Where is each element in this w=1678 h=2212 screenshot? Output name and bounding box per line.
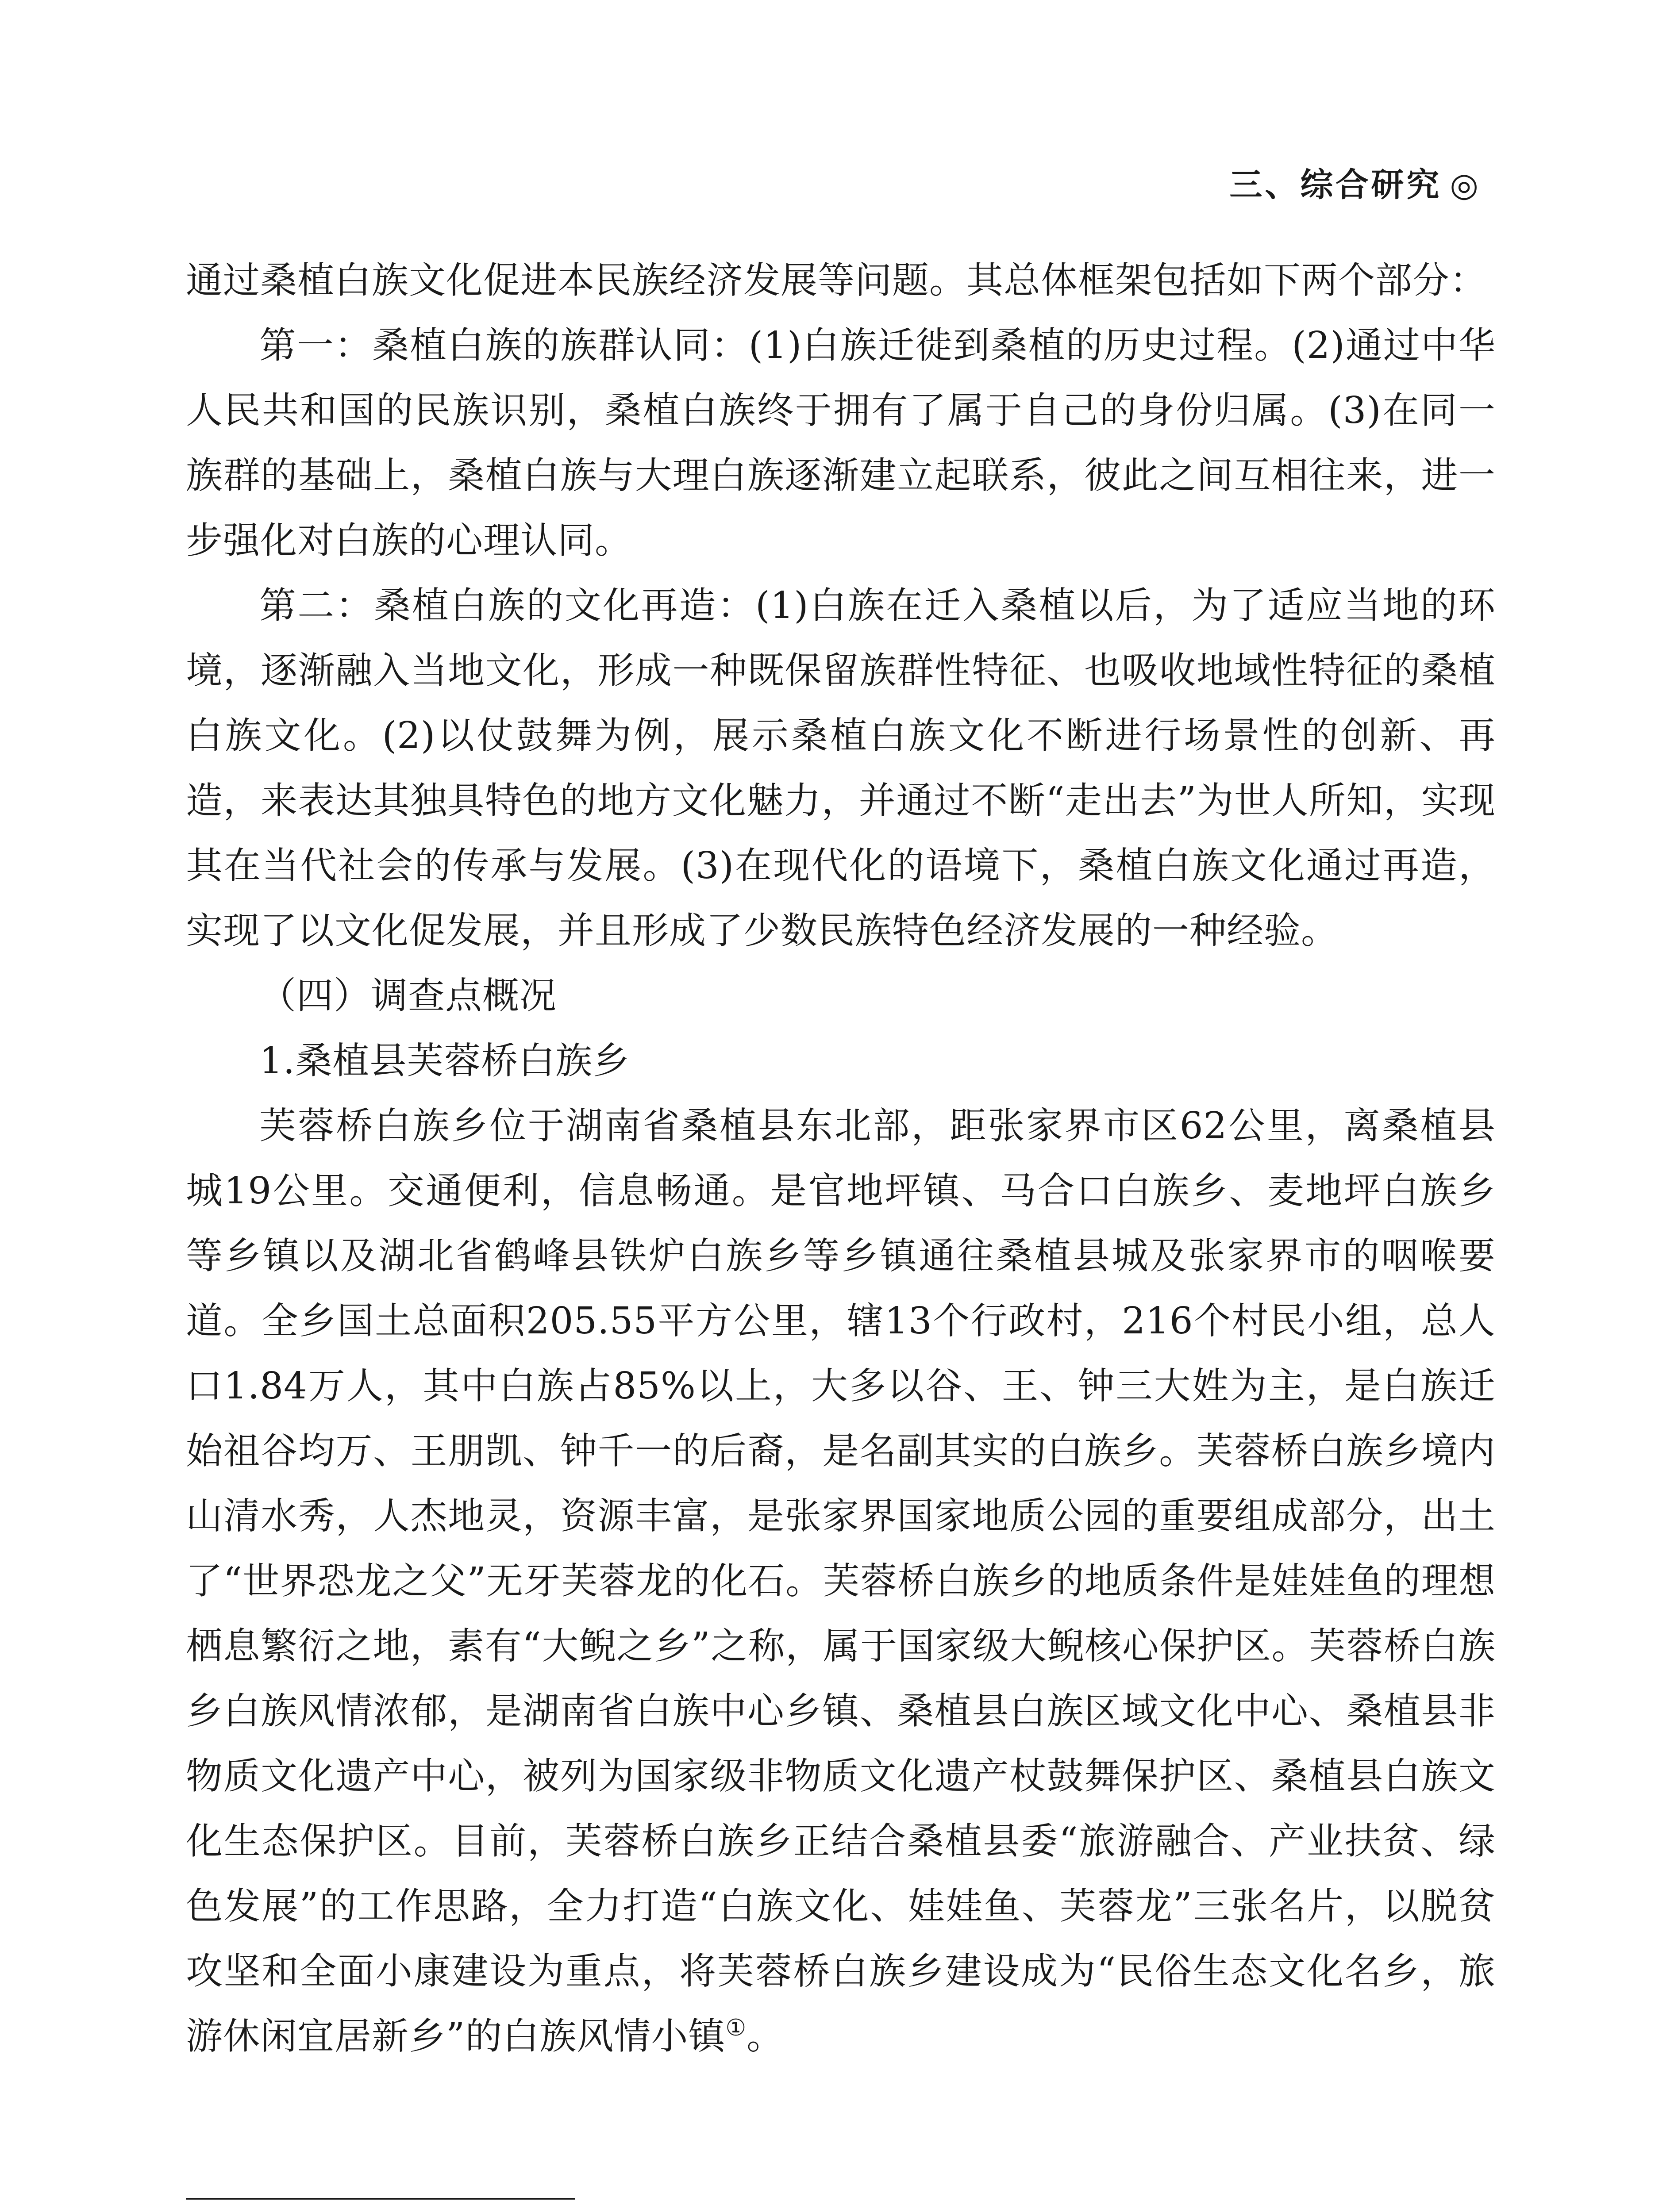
section-title: 三、综合研究 [1229,166,1442,204]
section-heading: （四）调查点概况 [259,974,557,1017]
paragraph-furongqiao [186,1093,1496,2069]
paragraph-part-two: 第二：桑植白族的文化再造：(1)白族在迁入桑植以后，为了适应当地的环境，逐渐融入当地文化，形成一种既保留族群性特征、也吸收地域性特征的桑植白族文化。(2)以仗鼓舞为例，展示桑植白族文化不断进行场景性的创新、再造，来表达其独具特色的地方文化魅力，并通过不断“走出去”为世人所知，实现其在当代社会的传承与发展。(3)在现代化的语境下，桑植白族文化通过再造，实现了以文化促发展，并且形成了少数民族特色经济发展的一种经验。 [186,584,1496,952]
paragraph-part-one: 第一：桑植白族的族群认同：(1)白族迁徙到桑植的历史过程。(2)通过中华人民共和国的民族识别，桑植白族终于拥有了属于自己的身份归属。(3)在同一族群的基础上，桑植白族与大理白族逐渐建立起联系，彼此之间互相往来，进一步强化对白族的心理认同。 [186,324,1496,562]
paragraph-furongqiao-text: 芙蓉桥白族乡位于湖南省桑植县东北部，距张家界市区62公里，离桑植县城19公里。交通便利，信息畅通。是官地坪镇、马合口白族乡、麦地坪白族乡等乡镇以及湖北省鹤峰县铁炉白族乡等乡镇通往桑植县城及张家界市的咽喉要道。全乡国土总面积205.55平方公里，辖13个行政村，216个村民小组，总人口1.84万人，其中白族占85%以上，大多以谷、王、钟三大姓为主，是白族迁始祖谷均万、王朋凯、钟千一的后裔，是名副其实的白族乡。芙蓉桥白族乡境内山清水秀，人杰地灵，资源丰富，是张家界国家地质公园的重要组成部分，出土了“世界恐龙之父”无牙芙蓉龙的化石。芙蓉桥白族乡的地质条件是娃娃鱼的理想栖息繁衍之地，素有“大鲵之乡”之称，属于国家级大鲵核心保护区。芙蓉桥白族乡白族风情浓郁，是湖南省白族中心乡镇、桑植县白族区域文化中心、桑植县非物质文化遗产中心，被列为国家级非物质文化遗产杖鼓舞保护区、桑植县白族文化生态保护区。目前，芙蓉桥白族乡正结合桑植县委“旅游融合、产业扶贫、绿色发展”的工作思路，全力打造“白族文化、娃娃鱼、芙蓉龙”三张名片，以脱贫攻坚和全面小康建设为重点，将芙蓉桥白族乡建设成为“民俗生态文化名乡，旅游休闲宜居新乡”的白族风情小镇 [186,1104,1496,2058]
body-text [186,248,1496,2069]
double-circle-icon: ◎ [1450,166,1481,204]
running-header [1229,163,1481,207]
subsection-heading: 1.桑植县芙蓉桥白族乡 [259,1039,630,1082]
footnote-divider [186,2198,575,2200]
paragraph-continuation: 通过桑植白族文化促进本民族经济发展等问题。其总体框架包括如下两个部分： [186,259,1487,302]
sentence-end-punctuation: 。 [747,2015,784,2058]
footnote-reference[interactable]: ① [725,2015,747,2041]
